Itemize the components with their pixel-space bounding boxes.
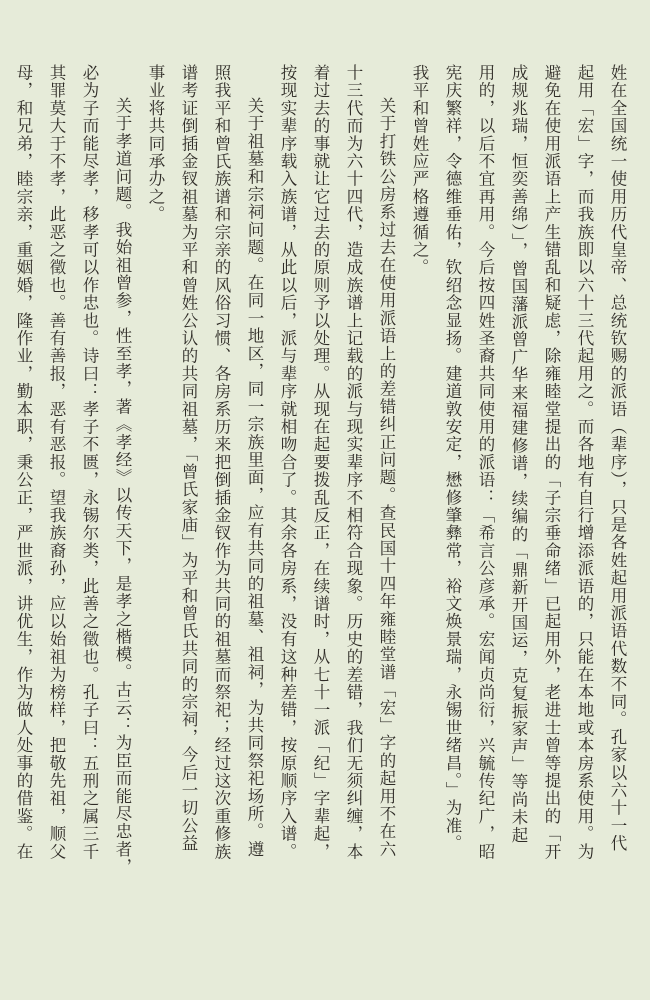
text-column: 其罪莫大于不孝，此恶之徵也。善有善报，恶有恶报。望我族裔孙，应以始祖为榜样，把敬先祖，顺父 (47, 64, 66, 861)
text-column: 母，和兄弟，睦宗亲，重姻婚，隆作业，勤本职，秉公正，严世派，讲优生，作为做人处事的借鉴。在 (14, 64, 33, 861)
text-column: 成规兆瑞，恒奕善绵）」，曾国藩派曾广华来福建修谱，续编的「鼎新开国运，克复振家声」等尚未起 (509, 64, 528, 844)
text-column: 着过去的事就让它过去的原则予以处理。从现在起要拨乱反正，在续谱时，从七十一派「纪」字辈起， (311, 64, 330, 861)
vertical-text-body (7, 64, 634, 964)
text-column: 避免在使用派语上产生错乱和疑虑，除雍睦堂提出的「子宗垂命绪」已起用外，老进士曾等提出的「开 (542, 64, 561, 861)
text-column: 事业将共同承办之。 (146, 64, 165, 224)
text-column: 宪庆繁祥，令德维垂佑，钦绍念显扬。建道敦安定，懋修肇彝常，裕文焕景瑞，永锡世绪昌。」为准。 (443, 64, 462, 853)
text-column: 起用「宏」字，而我族即以六十三代起用之。而各地有自行增添派语的，只能在本地或本房系使用。为 (575, 64, 594, 861)
text-column: 姓在全国统一使用历代皇帝、总统钦赐的派语（辈序），只是各姓起用派语代数不同。孔家以六十一代 (608, 64, 627, 853)
text-column: 用的，以后不宜再用。今后按四姓圣裔共同使用的派语：「希言公彦承。宏闻贞尚衍，兴毓传纪广，昭 (476, 64, 495, 861)
text-column: 我平和曾姓应严格遵循之。 (410, 64, 429, 277)
paragraph-start-column: 关于祖墓和宗祠问题。在同一地区，同一宗族里面，应有共同的祖墓、祖祠，为共同祭祀场所。遵 (245, 97, 264, 859)
text-column: 十三代而为六十四代，造成族谱上记载的派与现实辈序不相符合现象。历史的差错，我们无须纠缠，本 (344, 64, 363, 861)
paragraph-start-column: 关于打铁公房系过去在使用派语上的差错纠正问题。查民国十四年雍睦堂谱「宏」字的起用不在六 (377, 97, 396, 859)
paragraph-start-column: 关于孝道问题。我始祖曾参，性至孝，著《孝经》以传天下，是孝之楷模。古云：为臣而能尽忠者， (113, 97, 132, 876)
text-column: 按现实辈序载入族谱，从此以后，派与辈序就相吻合了。其余各房系，没有这种差错，按原顺序入谱。 (278, 64, 297, 861)
text-column: 照我平和曾氏族谱和宗亲的风俗习惯、各房系历来把倒插金钗作为共同的祖墓而祭祀；经过这次重修族 (212, 64, 231, 861)
text-column: 必为子而能尽孝，移孝可以作忠也。诗曰：孝子不匮，永锡尔类，此善之徵也。孔子曰：五刑之属三千 (80, 64, 99, 861)
text-column: 谱考证倒插金钗祖墓为平和曾姓公认的共同祖墓，「曾氏家庙」为平和曾氏共同的宗祠，今后一切公益 (179, 64, 198, 853)
